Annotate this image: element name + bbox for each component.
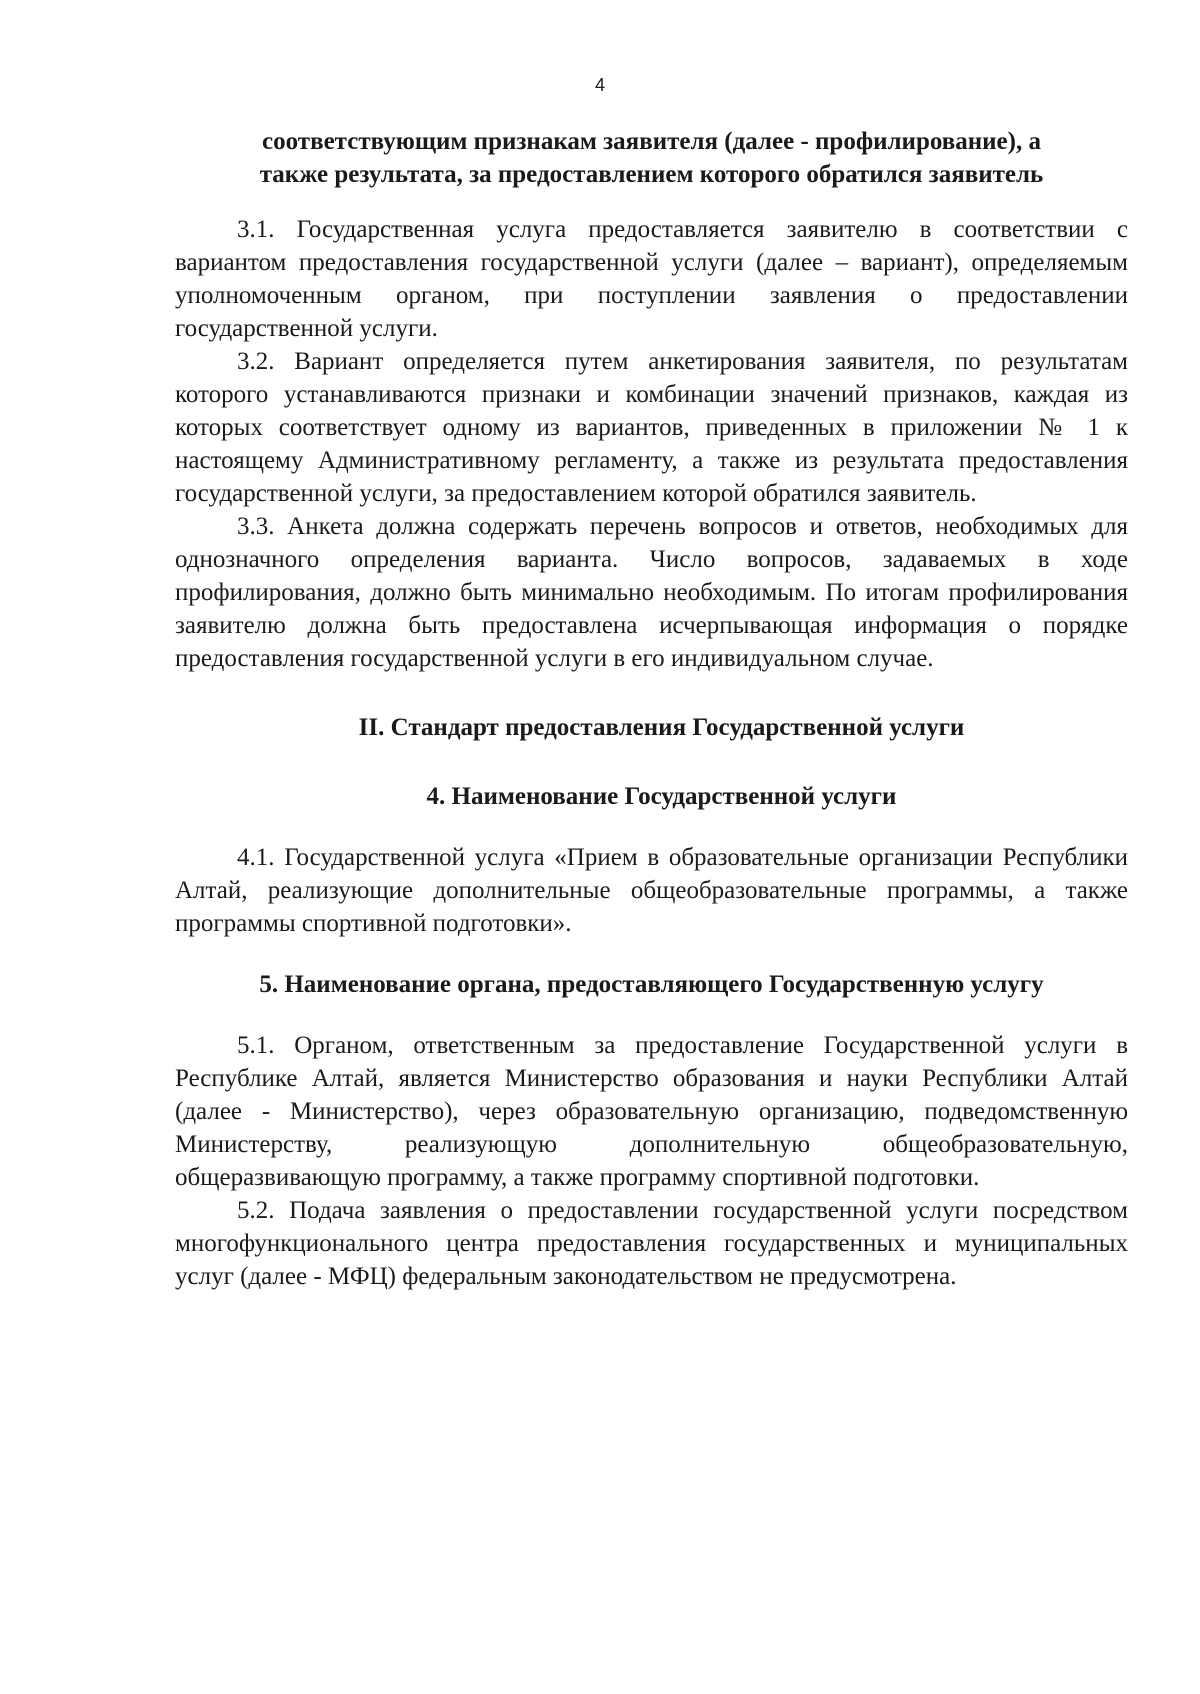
section-3-heading <box>175 125 1128 191</box>
section-5-heading: 5. Наименование органа, предоставляющего Государственную услугу <box>259 971 1044 998</box>
section-4-heading: 4. Наименование Государственной услуги <box>426 783 897 810</box>
document-body <box>175 125 1128 1293</box>
paragraph-5-1: 5.1. Органом, ответственным за предоставление Государственной услуги в Республике Алтай, является Министерство образования и науки Республики Алтай (далее - Министерство), через образовательную организацию, подведомственную Министерству, реализующую дополнительную общеобразовательную, общеразвивающую программу, а также программу спортивной подготовки. <box>175 1032 1128 1191</box>
paragraph-4-1: 4.1. Государственной услуга «Прием в образовательные организации Республики Алтай, реализующие дополнительные общеобразовательные программы, а также программы спортивной подготовки». <box>175 844 1128 937</box>
spacer <box>175 1001 1128 1029</box>
section-3-heading-line-1: соответствующим признакам заявителя (далее - профилирование), а <box>262 128 1041 155</box>
spacer <box>175 675 1128 711</box>
spacer <box>175 744 1128 780</box>
paragraph-3-3: 3.3. Анкета должна содержать перечень вопросов и ответов, необходимых для однозначного определения варианта. Число вопросов, задаваемых в ходе профилирования, должно быть минимально необходимым. По итогам профилирования заявителю должна быть предоставлена исчерпывающая информация о порядке предоставления государственной услуги в его индивидуальном случае. <box>175 513 1128 672</box>
spacer <box>175 940 1128 968</box>
spacer <box>175 813 1128 841</box>
section-3-heading-line-2: также результата, за предоставлением которого обратился заявитель <box>259 161 1044 188</box>
paragraph-5-2: 5.2. Подача заявления о предоставлении государственной услуги посредством многофункционального центра предоставления государственных и муниципальных услуг (далее - МФЦ) федеральным законодательством не предусмотрена. <box>175 1197 1128 1290</box>
paragraph-3-1: 3.1. Государственная услуга предоставляется заявителю в соответствии с вариантом предоставления государственной услуги (далее – вариант), определяемым уполномоченным органом, при поступлении заявления о предоставлении государственной услуги. <box>175 216 1128 342</box>
paragraph-3-2: 3.2. Вариант определяется путем анкетирования заявителя, по результатам которого устанавливаются признаки и комбинации значений признаков, каждая из которых соответствует одному из вариантов, приведенных в приложении № 1 к настоящему Административному регламенту, а также из результата предоставления государственной услуги, за предоставлением которой обратился заявитель. <box>175 348 1128 507</box>
part-2-heading: II. Стандарт предоставления Государственной услуги <box>358 714 965 741</box>
spacer <box>175 191 1128 213</box>
page-number: 4 <box>594 75 605 95</box>
